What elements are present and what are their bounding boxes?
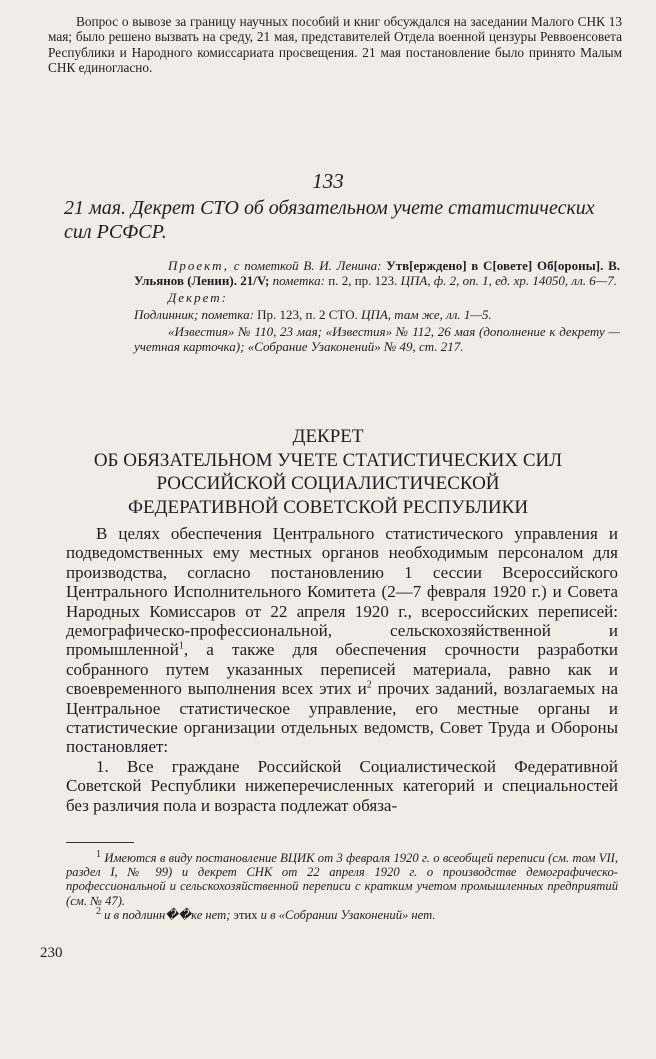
document-title: 21 мая. Декрет СТО об обязательном учете статистических сил РСФСР. [64,197,595,243]
decree-heading-line-3: РОССИЙСКОЙ СОЦИАЛИСТИЧЕСКОЙ [156,473,500,495]
decree-label: Декрет: [168,290,228,305]
original-note [134,307,620,322]
footnote-ref-2: 2 [366,679,372,691]
draft-ref: п. 2, пр. 123. [328,273,398,288]
body-p1-part-b: , а также для обеспечения срочности разработки собранного путем указанных переписей материала, равно как и своевременного выполнения всех этих и [66,640,618,699]
draft-archive: ЦПА, ф. 2, оп. 1, ед. хр. 14050, лл. 6—7. [397,273,618,288]
decree-heading [40,425,616,519]
draft-text-2: пометка: [269,273,329,288]
footnote-2-text-c: и в «Собрании Узаконений» нет. [260,907,436,922]
original-ref: Пр. 123, п. 2 СТО. [257,307,358,322]
publications-note: «Известия» № 110, 23 мая; «Известия» № 112, 26 мая (дополнение к декрету — учетная карточка); «Собрание Узаконений» № 49, ст. 217. [134,324,620,354]
decree-heading-line-4: ФЕДЕРАТИВНОЙ СОВЕТСКОЙ РЕСПУБЛИКИ [127,496,529,518]
decree-heading-line-2: ОБ ОБЯЗАТЕЛЬНОМ УЧЕТЕ СТАТИСТИЧЕСКИХ СИЛ [93,449,563,471]
body-p1-part-c: прочих заданий, возлагаемых на Центральное статистическое управление, его местные органы и статистические организации отдельных ведомств, Совет Труда и Обороны постановляет: [66,679,618,757]
draft-approval: Утв[ерждено] в С[овете] Об[ороны]. В. Ульянов (Ленин). 21/V; [134,258,620,288]
footnote-ref-1: 1 [178,640,184,652]
footnote-2-mark: 2 [96,905,101,917]
original-text: Подлинник; пометка: [134,307,258,322]
source-notes [134,258,620,356]
footnote-1-mark: 1 [96,848,101,860]
footnote-1-text: Имеются в виду постановление ВЦИК от 3 февраля 1920 г. о всеобщей переписи (см. том VII, раздел I, № 99) и декрет СНК от 22 апреля 1920 г. о производстве демографическо-профессиональной и сельскохозяйственной переписи с кратким учетом промышленных предприятий (см. № 47). [66,851,618,908]
intro-text: Вопрос о вывозе за границу научных пособий и книг обсуждался на заседании Малого СНК 13 мая; было решено вызвать на среду, 21 мая, представителей Отдела военной цензуры Реввоенсовета Республики и Народного комиссариата просвещения. 21 мая постановление было принято Малым СНК единогласно. [48,14,622,76]
body-p1-part-a: В целях обеспечения Центрального статистического управления и подведомственных ему местных органов необходимым персоналом для производства, согласно постановлению 1 сессии Всероссийского Центрального Исполнительного Комитета (2—7 февраля 1920 г.) и Совета Народных Комиссаров от 22 апреля 1920 г., всероссийских переписей: демографическо-профессиональной, сельскохозяйственной и промышленной [66,524,618,660]
document-number: 133 [312,169,344,193]
footnote-1 [66,848,618,908]
draft-note [134,258,620,288]
page-number: 230 [40,945,63,961]
footnote-divider [66,842,134,843]
footnotes [66,848,618,922]
body-paragraph-2: 1. Все граждане Российской Социалистической Федеративной Советской Республики нижеперечисленных категорий и специальностей без различия пола и возраста подлежат обяза- [66,756,618,815]
intro-paragraph [48,14,622,76]
decree-body [66,524,618,815]
footnote-2 [66,905,618,922]
decree-label-line [134,290,620,305]
footnote-2-text-b: этих [230,907,261,922]
original-archive: ЦПА, там же, лл. 1—5. [357,307,492,322]
decree-heading-line-1: ДЕКРЕТ [292,426,364,447]
body-paragraph-1 [66,524,618,757]
draft-label: Проект, [168,258,230,273]
draft-text-1: с пометкой В. И. Ленина: [229,258,387,273]
footnote-2-text-a: и в подлинн��ке нет; [101,907,231,922]
